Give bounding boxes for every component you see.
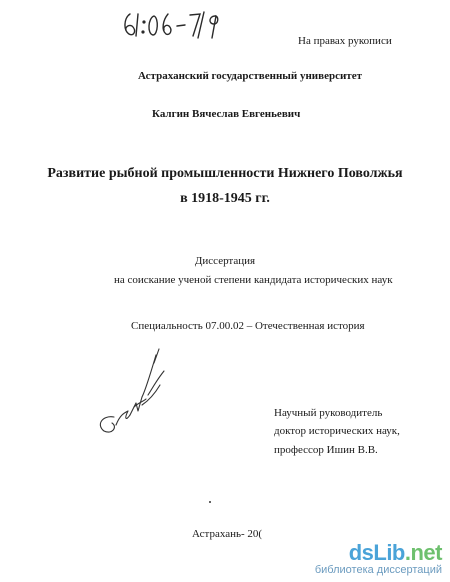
supervisor-degree: доктор исторических наук, — [274, 425, 400, 437]
dissertation-title-line-2: в 1918-1945 гг. — [180, 191, 270, 206]
handwritten-archive-code — [120, 8, 230, 40]
dslib-subtitle: библиотека диссертаций — [314, 564, 442, 576]
signature-icon — [84, 345, 174, 440]
dslib-logo: dsLib.net — [348, 540, 442, 565]
handwritten-signature — [84, 345, 174, 440]
dslib-watermark — [258, 540, 450, 582]
supervisor-label: Научный руководитель — [274, 407, 383, 419]
dissertation-title-line-1: Развитие рыбной промышленности Нижнего Поволжья — [47, 166, 403, 181]
university-name: Астраханский государственный университет — [138, 70, 362, 82]
degree-statement: на соискание ученой степени кандидата исторических наук — [114, 274, 393, 286]
specialty-line: Специальность 07.00.02 – Отечественная история — [131, 320, 365, 332]
handwritten-code-icon — [120, 8, 230, 40]
author-name: Калгин Вячеслав Евгеньевич — [152, 108, 301, 120]
supervisor-name: профессор Ишин В.В. — [274, 444, 378, 456]
ink-dot — [209, 501, 211, 503]
city-and-year: Астрахань- 20( — [192, 528, 263, 540]
manuscript-rights-note: На правах рукописи — [298, 35, 392, 47]
document-type: Диссертация — [194, 255, 256, 267]
